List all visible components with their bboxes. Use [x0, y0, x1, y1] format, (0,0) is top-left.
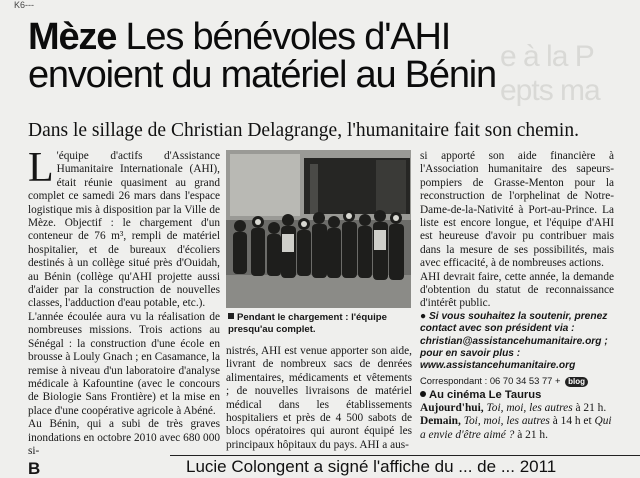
bleed-through-text: e à la P epts ma [500, 40, 600, 107]
article-paragraph-1: L 'équipe d'actifs d'Assistance Humanitaire Internationale (AHI), était réunie quasiment au grand complet ce samedi 26 mars dans l'espace logistique mis à disposition par la Ville de Mèze. Objectif : le chargement d'un conteneur de 76 m³, rempli de matériel hospitalier, et de bureaux d'écoliers destinés à un collège situé près d'Ouidah, au Bénin (collège qu'AHI projette aussi d'aider par la construction de nouvelles classes, l'adduction d'eau potable, etc.). [28, 145, 220, 310]
bullet-icon: ● [420, 311, 427, 322]
bottom-divider [170, 455, 640, 456]
headline-line1: Les bénévoles d'AHI [125, 16, 451, 58]
photo-caption: Pendant le chargement : l'équipe presqu'au complet. [228, 312, 387, 335]
caption-square-icon [228, 313, 234, 319]
drop-cap: L [28, 145, 54, 191]
next-article-headline-fragment: Lucie Colongent a signé l'affiche du ... de ... 2011 [186, 457, 557, 476]
contact-website[interactable]: www.assistancehumanitaire.org [420, 360, 576, 372]
article-column-3 [420, 150, 614, 311]
group-photo-image [226, 150, 411, 308]
contact-box [420, 311, 616, 372]
page-id: K6--- [14, 0, 34, 10]
cinema-title: Au cinéma Le Taurus [420, 389, 616, 402]
headline-line2: envoient du matériel au Bénin [28, 54, 496, 96]
deck-subheading: Dans le sillage de Christian Delagrange, l'humanitaire fait son chemin. [28, 120, 579, 141]
blog-badge: blog [565, 377, 588, 387]
article-paragraph-6: AHI devrait faire, cette année, la demande d'obtention du statut de reconnaissance d'intérêt public. [420, 270, 614, 310]
article-paragraph-3: Au Bénin, qui a subi de très graves inondations en octobre 2010 avec 680 000 si- [28, 418, 220, 457]
article-paragraph-4: nistrés, AHI est venue apporter son aide, livrant de nombreux sacs de denrées alimentaires, médicaments et vêtements ; de nouvelles livraisons de matériel médical dans les établissements hospitaliers et près de 4 500 sabots de blocs opératoires qui auront équipé les principaux hôpitaux du pays. AHI a aus- [226, 345, 412, 451]
group-photo [226, 150, 411, 308]
article-paragraph-5: si apporté son aide financière à l'Association humanitaire des sapeurs-pompiers de Grasse-Menton pour la reconstruction de l'orphelinat de Notre-Dame-de-la-Nativité à Port-au-Prince. La liste est encore longue, et l'équipe d'AHI est heureuse d'avoir pu contribuer mais dans la mesure de ses possibilités, mais avec efficacité, à de nombreuses actions. [420, 150, 614, 270]
cinema-tomorrow: Demain, Toi, moi, les autres à 14 h et Qui a envie d'être aimé ? à 21 h. [420, 415, 612, 441]
headline-place: Mèze [28, 16, 117, 58]
contact-more-info: pour en savoir plus : [420, 347, 521, 359]
article-paragraph-2: L'année écoulée aura vu la réalisation de nombreuses missions. Trois actions au Sénégal : la construction d'une école en brousse à Louly Gnach ; en Casamance, la remise à niveau d'un laboratoire d'analyse médicale à Kafountine (avec le concours de Biologie Sans Frontière) et la mise en place d'une coopérative agricole à Abéné. [28, 310, 220, 417]
contact-email[interactable]: christian@assistancehumanitaire.org ; [420, 335, 608, 347]
cinema-bullet-icon [420, 391, 426, 397]
cinema-listing [420, 389, 616, 442]
next-article-fragment-left: B [28, 459, 41, 478]
article-column-2 [226, 345, 412, 452]
correspondant-line [420, 375, 616, 387]
article-column-1 [28, 145, 220, 458]
correspondant-label: Correspondant : 06 70 34 53 77 + [420, 375, 561, 386]
contact-intro: Si vous souhaitez la soutenir, prenez contact avec son président via : [420, 311, 608, 335]
headline [28, 18, 628, 94]
cinema-today: Aujourd'hui, Toi, moi, les autres à 21 h. [420, 402, 607, 415]
